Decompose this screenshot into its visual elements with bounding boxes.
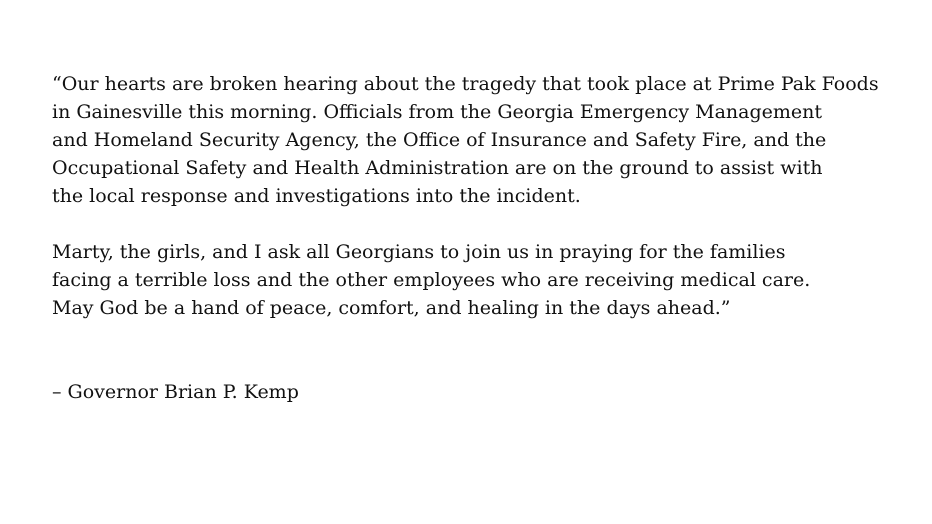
statement-line: Occupational Safety and Health Administration are on the ground to assist with	[52, 157, 823, 179]
statement-line: and Homeland Security Agency, the Office of Insurance and Safety Fire, and the	[52, 129, 827, 151]
statement-paragraph-1	[52, 70, 912, 210]
statement-line: in Gainesville this morning. Officials from the Georgia Emergency Management	[52, 101, 823, 123]
statement-line: Marty, the girls, and I ask all Georgians to join us in praying for the families	[52, 241, 786, 263]
statement-line: May God be a hand of peace, comfort, and healing in the days ahead.”	[52, 297, 731, 319]
statement-paragraph-2	[52, 238, 912, 322]
statement-attribution	[52, 378, 912, 406]
statement-line: facing a terrible loss and the other employees who are receiving medical care.	[52, 269, 811, 291]
statement-body	[52, 70, 912, 406]
statement-line: “Our hearts are broken hearing about the tragedy that took place at Prime Pak Foods	[52, 73, 879, 95]
attribution-text: – Governor Brian P. Kemp	[52, 381, 299, 403]
statement-line: the local response and investigations into the incident.	[52, 185, 581, 207]
